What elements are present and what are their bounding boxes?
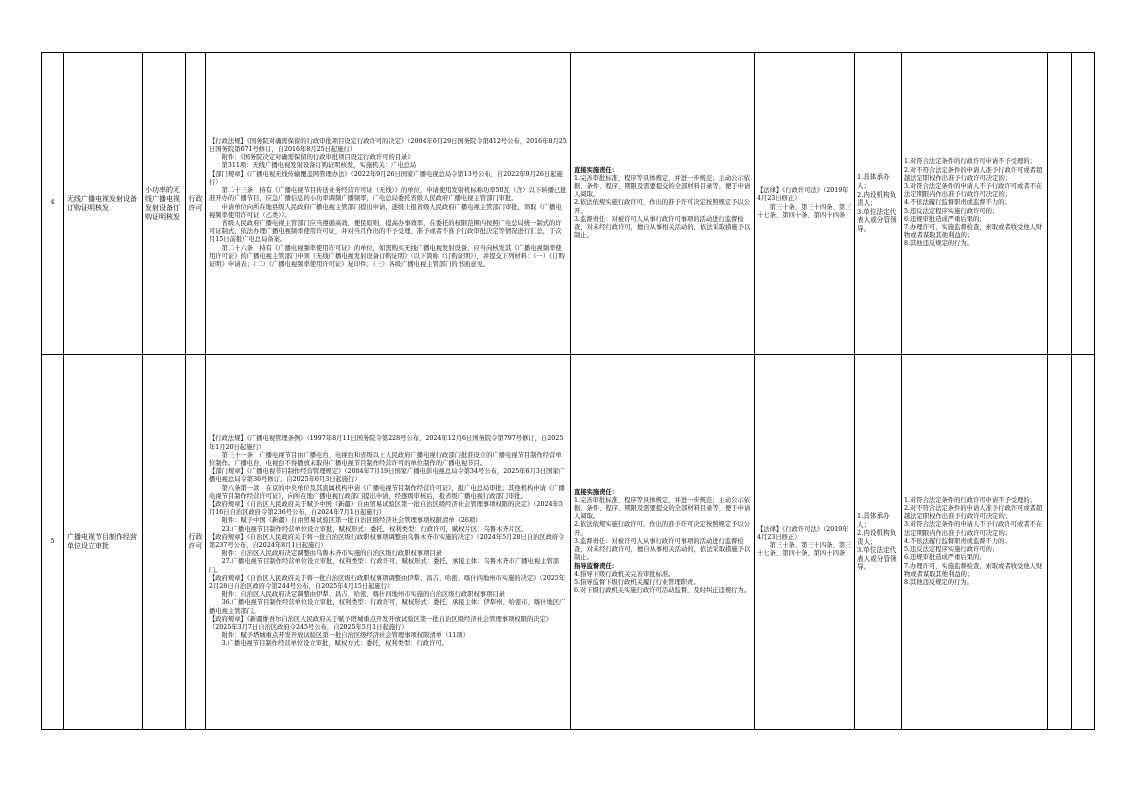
accountability-line: 5.违反法定程序实施行政许可的； bbox=[904, 546, 999, 554]
responsibility-cell bbox=[571, 355, 755, 730]
basis-line: 附件：自治区人民政府决定调整由乌鲁木齐市实施的自治区级行政职权事项目录 bbox=[209, 550, 442, 558]
responsibility-line: 2.依法依规实施行政许可，作出的准予许可决定按照规定予以公开。 bbox=[574, 199, 751, 215]
basis-line: 27.广播电视节目制作经营单位设立审批，权利类型：行政许可，赋权形式：委托，承接主体：乌鲁木齐市广播电视主管部门。 bbox=[209, 558, 560, 574]
accountability-line: 8.其他违反规定的行为。 bbox=[904, 240, 973, 248]
basis-line: 【部门规章】《广播电视无线传输覆盖网管理办法》（2022年9月26日国家广播电视总局令第13号公布，自2022年9月26日起施行） bbox=[209, 170, 563, 186]
legal-basis-cell bbox=[206, 355, 571, 730]
subject-line: 1.具体承办人； bbox=[857, 173, 890, 191]
accountability-line: 8.其他违反规定的行为。 bbox=[904, 578, 973, 586]
empty-cell bbox=[1048, 355, 1072, 730]
subject-line: 3.单位法定代表人或分管领导。 bbox=[857, 546, 897, 572]
legal-basis-cell bbox=[206, 53, 571, 355]
accountability-line: 2.对不符合法定条件的申请人准予行政许可或者超越法定职权作出准予行政许可决定的； bbox=[904, 166, 1043, 182]
responsibility-line: 2.依法依规实施行政许可，作出的准予许可决定按照规定予以公开。 bbox=[574, 521, 751, 537]
basis-line: 23.广播电视节目制作经营单位设立审批，赋权形式：委托，权利类型：行政许可，赋权片区：乌鲁木齐片区。 bbox=[209, 525, 528, 533]
basis-line: 3.广播电视节目制作经营单位设立审批，赋权方式：委托，权利类型：行政许可。 bbox=[209, 640, 448, 648]
law-line: 【法律】《行政许可法》（2019年4月23日修正） bbox=[757, 525, 849, 541]
accountability-line: 7.办理许可、实施监督检查，索取或者收受他人财物或者谋取其他利益的； bbox=[904, 224, 1043, 240]
basis-line: 附件：《国务院决定对确需保留的行政审批项目设定行政许可的目录》 bbox=[209, 154, 414, 162]
responsibility-line: 6.对下级行政机关实施行政许可活动监督，及时纠正违规行为。 bbox=[574, 587, 751, 595]
law-basis-cell bbox=[755, 53, 855, 355]
power-list-table bbox=[41, 52, 1095, 730]
basis-line: 申请单位向所在地县级人民政府广播电视主管部门提出申请，逐级上报省级人民政府广播电视主管部门审批，领取《广播电视频率使用许可证（乙类）》。 bbox=[209, 203, 562, 219]
basis-line: 【政府规章】《自治区人民政府关于赋予中国（新疆）自由贸易试验区第一批自治区级经济社会管理事项权限的决定》（2024年5月16日自治区政府令第236号公布，自2024年7月1日起施行） bbox=[209, 500, 563, 517]
accountability-cell bbox=[902, 355, 1048, 730]
accountability-line: 7.办理许可、实施监督检查，索取或者收受他人财物或者谋取其他利益的； bbox=[904, 562, 1043, 578]
table-row bbox=[42, 355, 1095, 730]
sub-item-name bbox=[143, 355, 186, 730]
basis-line: 第八条第一款 在京的中央单位及其直属机构申请《广播电视节目制作经营许可证》，报广电总局审批；其他机构申请《广播电视节目制作经营许可证》，向所在地广播电视行政部门提出申请，经逐级审核后，报省级广播电视行政部门审批。 bbox=[209, 484, 565, 500]
basis-line: 【部门规章】《广播电视节目制作经营管理规定》（2004年7月19日国家广播电影电视总局令第34号公布，2025年6月3日国家广播电视总局令第36号修订，自2025年6月3日起施行） bbox=[209, 468, 566, 484]
basis-line: 第二十三条 持有《广播电视节目传送业务经营许可证（无线）》的单位，申请使用发射机标称功率50瓦（含）以下转播已批准开办的广播节目，应急广播信息的小功率调频广播频率，广电总局委托省级人民政府广播电视主管部门审批。 bbox=[209, 187, 567, 203]
basis-line: 【行政法规】《国务院对确需保留的行政审批项目设定行政许可的决定》（2004年6月29日国务院令第412号公布，2016年8月25日国务院第671号修订，自2016年8月25日起施行） bbox=[209, 137, 567, 154]
basis-line: 【行政法规】《广播电视管理条例》（1997年8月11日国务院令第228号公布，2024年12月6日国务院令第797号修订，自2025年1月20日起施行） bbox=[209, 435, 564, 451]
subject-line: 2.内设机构负责人； bbox=[857, 190, 897, 208]
law-basis-cell bbox=[755, 355, 855, 730]
item-name: 广播电视节目制作经营单位设立审批 bbox=[64, 355, 143, 730]
responsible-subject-cell bbox=[855, 355, 902, 730]
responsibility-line: 1.完善审批标准、程序等具体规定，并进一步规范；主动公示依据、条件、程序、期限及需要提交的全部材料目录等，便于申请人阅取。 bbox=[574, 496, 751, 521]
empty-cell bbox=[1072, 355, 1095, 730]
accountability-line: 4.不依法履行监督职责或监督不力的； bbox=[904, 537, 1011, 545]
accountability-line: 6.违规审批造成严重后果的； bbox=[904, 554, 986, 562]
table-row bbox=[42, 53, 1095, 355]
item-number: 4 bbox=[42, 53, 64, 355]
responsible-subject-cell bbox=[855, 53, 902, 355]
basis-line: 省级人民政府广播电视主管部门应当遵循高效、便民原则，提高办事效率，在委托的权限范围内按照广电总局统一制式的许可证制式，依法办理广播电视频率使用许可证，并对当月作出的不予受理、准予或者不准予行政审批决定等情况进行汇总，于次月15日前报广电总局备案。 bbox=[209, 219, 562, 244]
power-type: 行政许可 bbox=[186, 355, 206, 730]
basis-line: 第三十一条 广播电视节目由广播电台、电视台和省级以上人民政府广播电视行政部门批准设立的广播电视节目制作经营单位制作。广播电台、电视台不得播放未取得广播电视节目制作经营许可的单位制作的广播电视节目。 bbox=[209, 451, 562, 467]
accountability-line: 3.对符合法定条件的申请人不予行政许可或者不在法定期限内作出准予行政许可决定的； bbox=[904, 182, 1043, 199]
basis-line: 附件：自治区人民政府决定调整由伊犁、昌吉、哈密、喀什四地州市实施的自治区级行政职权事项目录 bbox=[209, 591, 505, 599]
accountability-line: 4.不依法履行监督职责或监督不力的； bbox=[904, 199, 1011, 207]
responsibility-line: 4.指导下级行政机关完善审批标准。 bbox=[574, 570, 675, 578]
basis-line: 【政府规章】《自治区人民政府关于将一批自治区级行政职权事项调整由伊犁、昌吉、哈密、喀什四地州市实施的决定》（2025年2月28日自治区政府令第244号公布，自2025年4月15日起施行） bbox=[209, 574, 566, 591]
responsibility-heading: 指导监督责任： bbox=[574, 562, 619, 570]
basis-line: 36.广播电视节目制作经营单位设立审批，权利类型：行政许可，赋权形式：委托，承接主体：伊犁州、哈密市、喀什地区广播电视主管部门。 bbox=[209, 599, 566, 615]
responsibility-line: 1.完善审批标准、程序等具体规定，并进一步规范；主动公示依据、条件、程序、期限及需要提交的全部材料目录等，便于申请人阅取。 bbox=[574, 174, 751, 199]
basis-line: 【政府规章】《新疆维吾尔自治区人民政府关于赋予塔城重点开发开放试验区第一批自治区级经济社会管理事项权限的决定》（2025年3月7日自治区政府令245号公布，自2025年5月1日起施行） bbox=[209, 615, 553, 632]
basis-line: 【政府规章】《自治区人民政府关于将一批自治区级行政职权事项调整由乌鲁木齐市实施的决定》（2024年5月28日自治区政府令第237号公布，自2024年8月1日起施行） bbox=[209, 533, 565, 549]
basis-line: 附件：赋予中国（新疆）自由贸易试验区第一批自治区级经济社会管理事项权限清单（26项） bbox=[209, 517, 482, 525]
responsibility-heading: 直接实施责任： bbox=[574, 166, 619, 174]
accountability-line: 5.违反法定程序实施行政许可的； bbox=[904, 207, 999, 215]
accountability-cell bbox=[902, 53, 1048, 355]
responsibility-line: 5.指导监督下级行政机关履行行业管理职责。 bbox=[574, 578, 700, 586]
accountability-line: 1.对符合法定条件的行政许可申请不予受理的； bbox=[904, 158, 1036, 166]
law-line: 【法律】《行政许可法》（2019年4月23日修正） bbox=[757, 187, 849, 203]
item-number: 5 bbox=[42, 355, 64, 730]
sub-item-name: 小功率的无线广播电视发射设备订购证明核发 bbox=[143, 53, 186, 355]
responsibility-heading: 直接实施责任： bbox=[574, 488, 619, 496]
law-line: 第三十条、第三十四条、第三十七条、第四十条、第四十四条 bbox=[757, 542, 852, 558]
empty-cell bbox=[1072, 53, 1095, 355]
basis-line: 第二十六条 持有《广播电视频率使用许可证》的单位，如需购买无线广播电视发射设备，应当向核发其《广播电视频率使用许可证》的广播电视主管部门申领《无线广播电视发射设备订购证明》（以下简称《订购证明》），并提交下列材料：（一）《订购证明》申请表；（二）《广播电视频率使用许可证》复印件；（三）各级广播电视主管部门的书面意见。 bbox=[209, 244, 565, 268]
law-line: 第三十条、第三十四条、第三十七条、第四十条、第四十四条 bbox=[757, 203, 852, 219]
accountability-line: 1.对符合法定条件的行政许可申请不予受理的； bbox=[904, 496, 1036, 504]
responsibility-line: 3.监督责任：对被许可人从事行政许可事项的活动进行监督检查，对未经行政许可，擅自从事相关活动的，依法采取措施予以制止。 bbox=[574, 215, 751, 240]
accountability-line: 3.对符合法定条件的申请人不予行政许可或者不在法定期限内作出准予行政许可决定的； bbox=[904, 521, 1043, 537]
power-type: 行政许可 bbox=[186, 53, 206, 355]
subject-line: 3.单位法定代表人或分管领导。 bbox=[857, 207, 897, 233]
accountability-line: 6.违规审批造成严重后果的； bbox=[904, 215, 986, 223]
accountability-line: 2.对不符合法定条件的申请人准予行政许可或者超越法定职权作出准予行政许可决定的； bbox=[904, 505, 1043, 521]
subject-line: 2.内设机构负责人； bbox=[857, 529, 897, 546]
responsibility-cell bbox=[571, 53, 755, 355]
basis-line: 附件：赋予塔城重点开发开放试验区第一批自治区级经济社会管理事项权限清单（11项） bbox=[209, 632, 469, 640]
empty-cell bbox=[1048, 53, 1072, 355]
basis-line: 第311项：无线广播电视发射设备订购证明核发，实施机关：广电总局 bbox=[209, 162, 417, 170]
item-name: 无线广播电视发射设备订购证明核发 bbox=[64, 53, 143, 355]
subject-line: 1.具体承办人； bbox=[857, 511, 890, 529]
responsibility-line: 3.监督责任：对被许可人从事行政许可事项的活动进行监督检查，对未经行政许可，擅自从事相关活动的，依法采取措施予以制止。 bbox=[574, 537, 751, 562]
